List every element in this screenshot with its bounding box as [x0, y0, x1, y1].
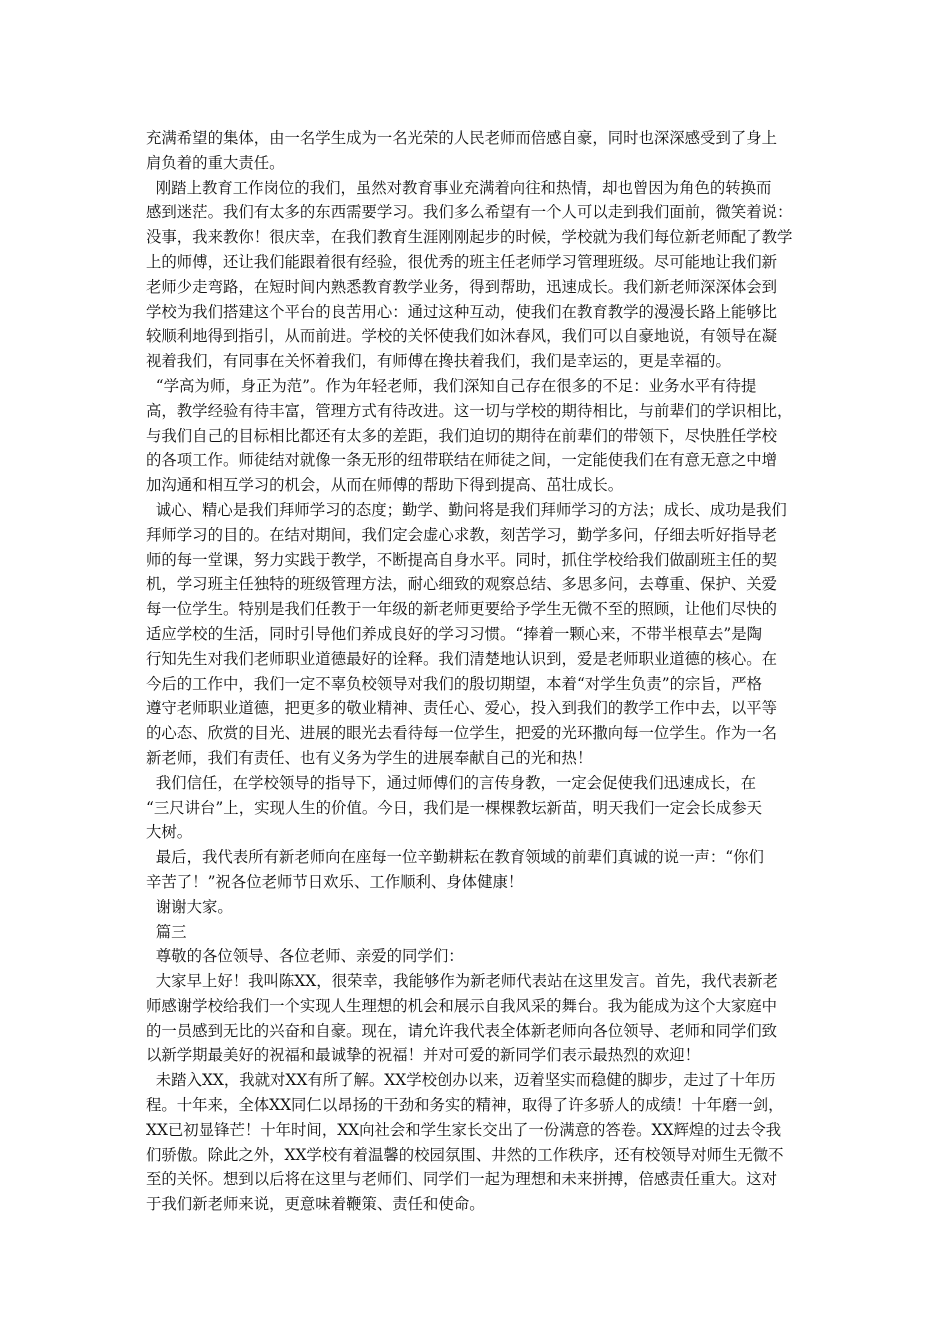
- text-line: XX已初显锋芒！十年时间，XX向社会和学生家长交出了一份满意的答卷。XX辉煌的过去令我: [146, 1120, 782, 1139]
- text-line: 较顺利地得到指引，从而前进。学校的关怀使我们如沐春风，我们可以自豪地说，有领导在凝: [146, 327, 778, 346]
- text-line: 新老师，我们有责任、也有义务为学生的进展奉献自己的光和热！: [146, 748, 593, 767]
- text-line: 的各项工作。师徒结对就像一条无形的纽带联结在师徒之间，一定能使我们在有意无意之中增: [146, 451, 778, 470]
- text-line: 们骄傲。除此之外，XX学校有着温馨的校园氛围、井然的工作秩序，还有校领导对师生无微不: [146, 1145, 784, 1164]
- text-line: 辛苦了！”祝各位老师节日欢乐、工作顺利、身体健康！: [146, 872, 524, 891]
- text-line: 每一位学生。特别是我们任教于一年级的新老师更要给予学生无微不至的照顾，让他们尽快的: [146, 600, 778, 619]
- text-line: 尊敬的各位领导、各位老师、亲爱的同学们：: [146, 947, 464, 966]
- text-line: 谢谢大家。: [146, 897, 233, 916]
- text-line: 未踏入XX，我就对XX有所了解。XX学校创办以来，迈着坚实而稳健的脚步，走过了十年历: [146, 1071, 776, 1090]
- text-line: 机，学习班主任独特的班级管理方法，耐心细致的观察总结、多思多问，去尊重、保护、关爱: [146, 575, 778, 594]
- text-line: 的一员感到无比的兴奋和自豪。现在，请允许我代表全体新老师向各位领导、老师和同学们致: [146, 1021, 778, 1040]
- text-line: 行知先生对我们老师职业道德最好的诠释。我们清楚地认识到，爱是老师职业道德的核心。在: [146, 649, 778, 668]
- text-line: 至的关怀。想到以后将在这里与老师们、同学们一起为理想和未来拼搏，倍感责任重大。这对: [146, 1170, 778, 1189]
- text-line: 感到迷茫。我们有太多的东西需要学习。我们多么希望有一个人可以走到我们面前，微笑着说：: [146, 203, 793, 222]
- text-line: 拜师学习的目的。在结对期间，我们定会虚心求教，刻苦学习，勤学多问，仔细去听好指导老: [146, 525, 778, 544]
- text-line: 程。十年来，全体XX同仁以昂扬的干劲和务实的精神，取得了许多骄人的成绩！十年磨一剑，: [146, 1096, 784, 1115]
- text-line: 大家早上好！我叫陈XX，很荣幸，我能够作为新老师代表站在这里发言。首先，我代表新老: [146, 972, 778, 991]
- text-line: 篇三: [146, 922, 187, 941]
- text-line: “三尺讲台”上，实现人生的价值。今日，我们是一棵棵教坛新苗，明天我们一定会长成参天: [146, 798, 762, 817]
- text-line: 适应学校的生活，同时引导他们养成良好的学习习惯。“捧着一颗心来，不带半根草去”是陶: [146, 624, 762, 643]
- text-line: 于我们新老师来说，更意味着鞭策、责任和使命。: [146, 1195, 485, 1214]
- text-line: 师的每一堂课，努力实践于教学，不断提高自身水平。同时，抓住学校给我们做副班主任的契: [146, 550, 778, 569]
- text-line: 老师少走弯路，在短时间内熟悉教育教学业务，得到帮助，迅速成长。我们新老师深深体会到: [146, 277, 778, 296]
- text-line: 学校为我们搭建这个平台的良苦用心：通过这种互动，使我们在教育教学的漫漫长路上能够比: [146, 302, 778, 321]
- text-line: 师感谢学校给我们一个实现人生理想的机会和展示自我风采的舞台。我为能成为这个大家庭中: [146, 996, 778, 1015]
- document-body: [146, 126, 806, 1217]
- text-line: 肩负着的重大责任。: [146, 153, 285, 172]
- text-line: “学高为师，身正为范”。作为年轻老师，我们深知自己存在很多的不足：业务水平有待提: [146, 376, 757, 395]
- text-line: 最后，我代表所有新老师向在座每一位辛勤耕耘在教育领域的前辈们真诚的说一声：“你们: [146, 848, 764, 867]
- text-line: 大树。: [146, 823, 193, 842]
- text-line: 充满希望的集体，由一名学生成为一名光荣的人民老师而倍感自豪，同时也深深感受到了身上: [146, 129, 778, 147]
- text-line: 刚踏上教育工作岗位的我们，虽然对教育事业充满着向往和热情，却也曾因为角色的转换而: [146, 178, 772, 197]
- text-line: 的心态、欣赏的目光、进展的眼光去看待每一位学生，把爱的光环撒向每一位学生。作为一名: [146, 724, 778, 743]
- text-line: 以新学期最美好的祝福和最诚挚的祝福！并对可爱的新同学们表示最热烈的欢迎！: [146, 1046, 701, 1065]
- text-line: 我们信任，在学校领导的指导下，通过师傅们的言传身教，一定会促使我们迅速成长，在: [146, 773, 757, 792]
- text-line: 诚心、精心是我们拜师学习的态度；勤学、勤问将是我们拜师学习的方法；成长、成功是我们: [146, 500, 787, 519]
- text-line: 今后的工作中，我们一定不辜负校领导对我们的殷切期望，本着“对学生负责”的宗旨，严格: [146, 674, 762, 693]
- text-line: 没事，我来教你！很庆幸，在我们教育生涯刚刚起步的时候，学校就为我们每位新老师配了教学: [146, 228, 793, 247]
- text-line: 遵守老师职业道德，把更多的敬业精神、责任心、爱心，投入到我们的教学工作中去，以平等: [146, 699, 778, 718]
- text-line: 高，教学经验有待丰富，管理方式有待改进。这一切与学校的期待相比，与前辈们的学识相比，: [146, 401, 793, 420]
- text-line: 上的师傅，还让我们能跟着很有经验，很优秀的班主任老师学习管理班级。尽可能地让我们新: [146, 252, 778, 271]
- text-line: 与我们自己的目标相比都还有太多的差距，我们迫切的期待在前辈们的带领下，尽快胜任学校: [146, 426, 778, 445]
- text-line: 视着我们，有同事在关怀着我们，有师傅在搀扶着我们，我们是幸运的，更是幸福的。: [146, 352, 731, 371]
- text-line: 加沟通和相互学习的机会，从而在师傅的帮助下得到提高、茁壮成长。: [146, 476, 624, 495]
